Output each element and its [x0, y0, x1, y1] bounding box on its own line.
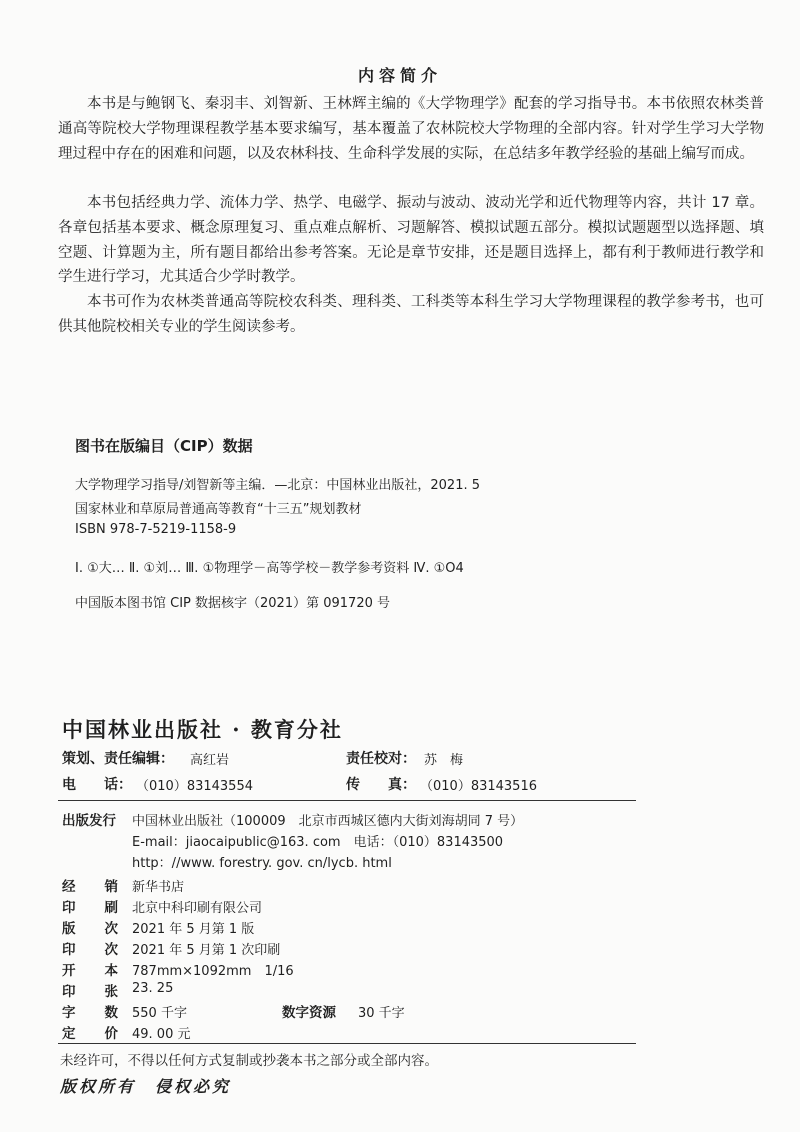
digital-resources-label: 数字资源 [282, 1005, 336, 1021]
format-value: 787mm×1092mm 1/16 [132, 964, 294, 979]
cip-title: 图书在版编目（CIP）数据 [75, 437, 253, 455]
sheets-label: 印 张 [62, 984, 118, 1000]
edition-label: 版 次 [62, 921, 118, 937]
summary-paragraph-2: 本书包括经典力学、流体力学、热学、电磁学、振动与波动、波动光学和近代物理等内容，共计 17 章。各章包括基本要求、概念原理复习、重点难点解析、习题解答、模拟试题五部分。模拟试题题型以选择题、填空题、计算题为主，所有题目都给出参考答案。无论是章节安排，还是题目选择上，都有利于教师进行教学和学生进行学习，尤其适合少学时教学。 [58, 195, 764, 286]
phone-label: 电 话： [62, 777, 132, 793]
editor-label: 策划、责任编辑： [62, 751, 174, 767]
issue-address: 中国林业出版社（100009 北京市西城区德内大街刘海胡同 7 号） [132, 814, 524, 829]
edition-value: 2021 年 5 月第 1 版 [132, 922, 255, 937]
rights-reserved: 版权所有 侵权必究 [60, 1077, 232, 1096]
cip-line-series: 国家林业和草原局普通高等教育“十三五”规划教材 [75, 502, 362, 517]
cip-line-classification: Ⅰ. ①大… Ⅱ. ①刘… Ⅲ. ①物理学－高等学校－教学参考资料 Ⅳ. ①O4 [75, 561, 464, 576]
proofreader-label: 责任校对： [346, 751, 416, 767]
issue-website: http：//www. forestry. gov. cn/lycb. html [132, 856, 392, 871]
printer-label: 印 刷 [62, 900, 118, 916]
distributor-label: 经 销 [62, 879, 118, 895]
cip-line-title: 大学物理学习指导/刘智新等主编．—北京：中国林业出版社，2021. 5 [75, 478, 480, 493]
editor-value: 高红岩 [190, 753, 230, 768]
sheets-value: 23. 25 [132, 981, 174, 996]
issue-email: E-mail：jiaocaipublic@163. com 电话：（010）83143500 [132, 835, 504, 850]
fax-label: 传 真： [346, 777, 416, 793]
distributor-value: 新华书店 [132, 880, 185, 895]
digital-resources-value: 30 千字 [358, 1006, 405, 1021]
publisher-name: 中国林业出版社 · 教育分社 [62, 717, 343, 742]
copyright-notice: 未经许可，不得以任何方式复制或抄袭本书之部分或全部内容。 [60, 1053, 438, 1069]
phone-value: （010）83143554 [136, 779, 253, 794]
divider-bottom [58, 1043, 636, 1044]
summary-title: 内容简介 [357, 66, 442, 85]
summary-paragraph-1: 本书是与鲍钢飞、秦羽丰、刘智新、王林辉主编的《大学物理学》配套的学习指导书。本书依照农林类普通高等院校大学物理课程教学基本要求编写，基本覆盖了农林院校大学物理的全部内容。针对学生学习大学物理过程中存在的困难和问题，以及农林科技、生命科学发展的实际，在总结多年教学经验的基础上编写而成。 [58, 96, 764, 162]
printer-value: 北京中科印刷有限公司 [132, 901, 263, 916]
cip-line-record: 中国版本图书馆 CIP 数据核字（2021）第 091720 号 [75, 596, 390, 611]
proofreader-value: 苏 梅 [424, 753, 464, 768]
word-count-value: 550 千字 [132, 1006, 187, 1021]
price-label: 定 价 [62, 1026, 118, 1042]
impression-label: 印 次 [62, 942, 118, 958]
fax-value: （010）83143516 [420, 779, 537, 794]
summary-paragraph-3: 本书可作为农林类普通高等院校农科类、理科类、工科类等本科生学习大学物理课程的教学参考书，也可供其他院校相关专业的学生阅读参考。 [58, 294, 764, 335]
format-label: 开 本 [62, 963, 118, 979]
cip-line-isbn: ISBN 978-7-5219-1158-9 [75, 522, 237, 537]
word-count-label: 字 数 [62, 1005, 118, 1021]
issue-label: 出版发行 [62, 813, 116, 829]
impression-value: 2021 年 5 月第 1 次印刷 [132, 943, 281, 958]
divider-top [58, 800, 636, 801]
price-value: 49. 00 元 [132, 1027, 191, 1042]
